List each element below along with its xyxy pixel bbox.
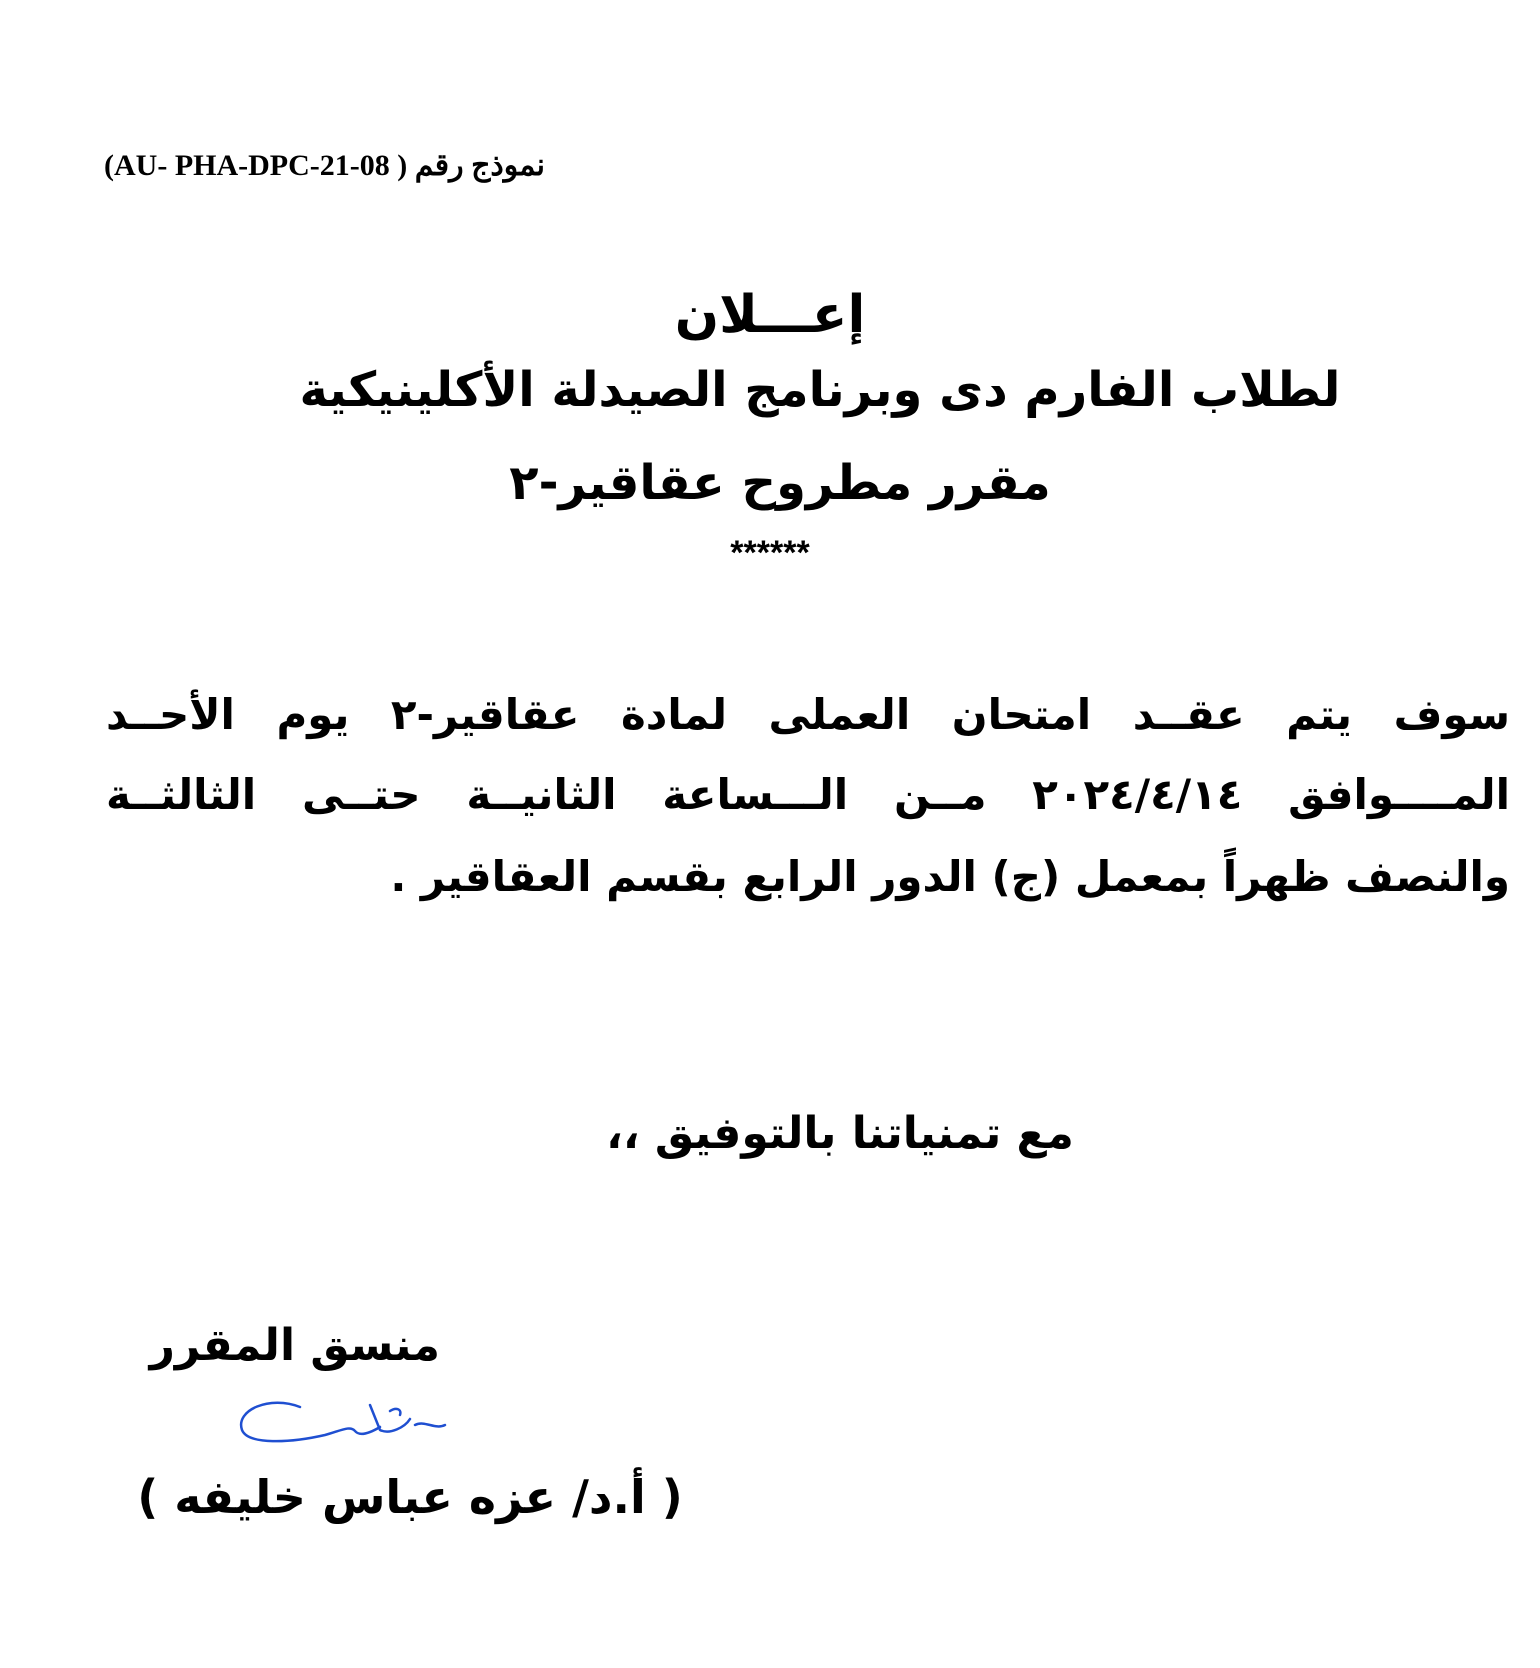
separator-stars: ****** — [730, 534, 810, 572]
body-line-1: سوف يتم عقــد امتحان العملى لمادة عقاقير-٢ يوم الأحــد — [106, 690, 1510, 739]
announcement-heading: إعـــلان — [674, 285, 866, 345]
course-heading: مقرر مطروح عقاقير-٢ — [509, 455, 1051, 511]
body-line-3: والنصف ظهراً بمعمل (ج) الدور الرابع بقسم العقاقير . — [390, 852, 1510, 901]
audience-heading: لطلاب الفارم دى وبرنامج الصيدلة الأكلينيكية — [299, 362, 1341, 418]
closing-wishes: مع تمنياتنا بالتوفيق ،، — [606, 1108, 1074, 1159]
coordinator-name: ( أ.د/ عزه عباس خليفه ) — [137, 1470, 683, 1524]
form-number: نموذج رقم ( AU- PHA-DPC-21-08) — [104, 149, 545, 182]
handwritten-signature — [230, 1385, 460, 1455]
body-line-2: المــــوافق ٢٠٢٤/٤/١٤ مــن الـــساعة الثانيــة حتــى الثالثــة — [106, 770, 1510, 819]
coordinator-title: منسق المقرر — [149, 1320, 440, 1371]
